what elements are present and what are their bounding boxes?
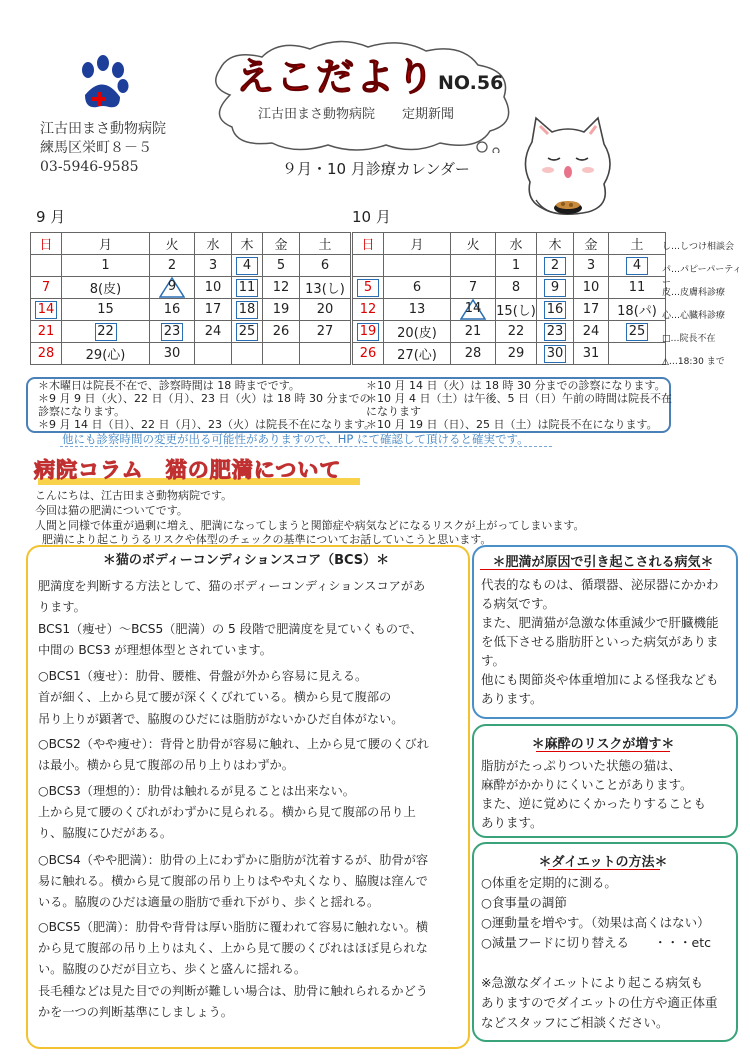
day-label: 2 xyxy=(167,258,177,273)
schedule-warning: 他にも診察時間の変更が出る可能性がありますので、HP にて確認して頂けると確実です。 xyxy=(62,432,529,446)
bcs-line: 中間の BCS3 が理想体型とされています。 xyxy=(38,643,272,657)
calendar-day xyxy=(537,299,574,321)
triangle-mark-icon xyxy=(159,279,185,297)
calendar-day xyxy=(384,321,451,343)
calendar-day xyxy=(609,255,666,277)
calendar-day xyxy=(195,255,232,277)
calendar-day xyxy=(496,277,537,299)
calendar-day xyxy=(353,255,384,277)
calendar-day xyxy=(300,321,351,343)
legend-item: 心…心臓科診療 xyxy=(662,311,726,321)
september-calendar xyxy=(30,232,351,365)
day-label: 26 xyxy=(359,346,377,361)
calendar-title: ９月・10 月診療カレンダー xyxy=(282,160,470,178)
calendar-day xyxy=(451,321,496,343)
calendar-day xyxy=(496,321,537,343)
day-label: 30 xyxy=(544,345,566,363)
calendar-day xyxy=(300,299,351,321)
calendar-day xyxy=(451,277,496,299)
diet-line: などスタッフにご相談ください。 xyxy=(481,1015,669,1030)
bcs-line: かを一つの判断基準にしましょう。 xyxy=(38,1005,233,1019)
bcs-line: ります。 xyxy=(38,600,86,614)
calendar-day xyxy=(195,343,232,365)
legend-item: □…院長不在 xyxy=(662,334,716,344)
bcs-line: ○BCS4（やや肥満）：肋骨の上にわずかに脂肪が沈着するが、肋骨が容 xyxy=(38,853,429,867)
triangle-mark-icon xyxy=(460,301,486,319)
diet-title-underline xyxy=(548,869,660,870)
day-label: 12 xyxy=(359,302,377,317)
calendar-day xyxy=(451,255,496,277)
calendar-day xyxy=(384,277,451,299)
bcs-line: 首が細く、上から見て腰が深くくびれている。横から見て腹部の xyxy=(38,690,392,704)
calendar-day xyxy=(31,299,62,321)
anesthesia-title-underline xyxy=(536,751,670,752)
calendar-day xyxy=(232,277,263,299)
day-label: 24 xyxy=(582,324,600,339)
clinic-info xyxy=(40,120,166,177)
calendar-day xyxy=(537,343,574,365)
calendar-day xyxy=(353,343,384,365)
intro-line: 今回は猫の肥満についてです。 xyxy=(35,504,188,517)
calendar-day xyxy=(263,255,300,277)
bcs-title: ＊猫のボディーコンディションスコア（BCS）＊ xyxy=(102,553,390,568)
weekday-header: 火 xyxy=(451,233,496,255)
calendar-day xyxy=(31,321,62,343)
calendar-day xyxy=(496,343,537,365)
day-label: 10 xyxy=(582,280,600,295)
day-label: 16 xyxy=(544,301,566,319)
day-label: 24 xyxy=(204,324,222,339)
note-line: ＊9 月 14 日（日）、22 日（月）、23（火）は院長不在になります。 xyxy=(38,418,376,431)
day-label: 22 xyxy=(95,323,117,341)
weekday-header: 土 xyxy=(609,233,666,255)
day-label: 3 xyxy=(586,258,596,273)
calendar-day xyxy=(609,277,666,299)
september-label: 9 月 xyxy=(36,208,66,226)
paw-logo-icon xyxy=(75,55,133,117)
calendar-day xyxy=(263,321,300,343)
note-line: ＊10 月 4 日（土）は午後、5 日（日）午前の時間は院長不在 xyxy=(366,392,672,405)
calendar-day xyxy=(195,321,232,343)
calendar-day xyxy=(195,299,232,321)
legend-item: 皮…皮膚科診療 xyxy=(662,288,726,298)
diet-line: ※急激なダイエットにより起こる病気も xyxy=(481,975,703,990)
calendar-day xyxy=(263,343,300,365)
calendar-day xyxy=(232,343,263,365)
calendar-day xyxy=(263,277,300,299)
weekday-header: 日 xyxy=(31,233,62,255)
day-label: 29(心) xyxy=(85,348,126,363)
calendar-day xyxy=(263,299,300,321)
october-label: 10 月 xyxy=(352,208,391,226)
disease-line: 他にも関節炎や体重増加による怪我なども xyxy=(481,672,719,687)
note-line: ＊10 月 19 日（日）、25 日（土）は院長不在になります。 xyxy=(366,418,658,431)
weekday-header: 日 xyxy=(353,233,384,255)
calendar-day xyxy=(31,255,62,277)
day-label: 13(し) xyxy=(305,282,345,297)
calendar-day xyxy=(232,299,263,321)
calendar-day xyxy=(353,277,384,299)
note-line: 診察になります。 xyxy=(38,405,126,418)
day-label: 2 xyxy=(544,257,566,275)
day-label: 8(皮) xyxy=(89,282,122,297)
warning-underline xyxy=(60,446,552,447)
diet-line: ○食事量の調節 xyxy=(481,895,567,910)
calendar-day xyxy=(574,321,609,343)
calendar-day xyxy=(353,299,384,321)
clinic-name: 江古田まさ動物病院 xyxy=(40,121,166,137)
diet-line: ○体重を定期的に測る。 xyxy=(481,875,617,890)
day-label: 7 xyxy=(468,280,478,295)
calendar-day xyxy=(496,299,537,321)
note-line: ＊木曜日は院長不在で、診察時間は 18 時までです。 xyxy=(38,379,300,392)
calendar-day xyxy=(496,255,537,277)
anesthesia-line: あります。 xyxy=(481,815,543,830)
weekday-header: 火 xyxy=(150,233,195,255)
calendar-day xyxy=(150,255,195,277)
day-label: 18(パ) xyxy=(617,304,657,319)
note-line: ＊9 月 9 日（火）、22 日（月）、23 日（火）は 18 時 30 分までの xyxy=(38,392,371,405)
weekday-header: 水 xyxy=(496,233,537,255)
anesthesia-line: 脂肪がたっぷりついた状態の猫は、 xyxy=(481,758,682,773)
calendar-day xyxy=(62,321,150,343)
calendar-day xyxy=(150,321,195,343)
calendar-day xyxy=(609,343,666,365)
day-label: 19 xyxy=(357,323,379,341)
weekday-header: 金 xyxy=(574,233,609,255)
legend-item: し…しつけ相談会 xyxy=(662,242,735,252)
newsletter-title: えこだより xyxy=(236,55,437,99)
cat-illustration-icon xyxy=(518,108,618,218)
calendar-day xyxy=(609,321,666,343)
day-label: 6 xyxy=(412,280,422,295)
bcs-line: ○BCS5（肥満）：肋骨や背骨は厚い脂肪に覆われて容易に触れない。横 xyxy=(38,920,429,934)
calendar-day xyxy=(300,343,351,365)
calendar-day xyxy=(574,299,609,321)
calendar-day xyxy=(62,299,150,321)
hospital-name-subtitle: 江古田まさ動物病院 xyxy=(258,107,376,122)
day-label: 1 xyxy=(511,258,521,273)
calendar-day xyxy=(150,277,195,299)
anesthesia-line: また、逆に覚めにくかったりすることも xyxy=(481,796,707,811)
calendar-day xyxy=(31,277,62,299)
bcs-line: い。脇腹のひだが目立ち、歩くと盛んに揺れる。 xyxy=(38,962,307,976)
bcs-line: BCS1（痩せ）～BCS5（肥満）の 5 段階で肥満度を見ていくもので、 xyxy=(38,622,423,636)
disease-line: また、肥満猫が急激な体重減少で肝臓機能 xyxy=(481,615,719,630)
day-label: 6 xyxy=(320,258,330,273)
bcs-line: 長毛種などは見た目での判断が難しい場合は、肋骨に触れられるかどう xyxy=(38,984,428,998)
bcs-line: いる。脇腹のひだは適量の脂肪で垂れ下がり、歩くと揺れる。 xyxy=(38,895,380,909)
note-line: ＊10 月 14 日（火）は 18 時 30 分までの診察になります。 xyxy=(366,379,666,392)
calendar-day xyxy=(150,343,195,365)
day-label: 21 xyxy=(464,324,482,339)
day-label: 4 xyxy=(236,257,258,275)
calendar-day xyxy=(232,321,263,343)
calendar-day xyxy=(537,321,574,343)
day-label: 14 xyxy=(464,300,482,316)
day-label: 20 xyxy=(316,302,334,317)
calendar-day xyxy=(300,255,351,277)
bcs-line: 上から見て腰のくびれがわずかに見られる。横から見て腹部の吊り上 xyxy=(38,805,416,819)
column-heading: 病院コラム 猫の肥満について xyxy=(34,458,342,482)
day-label: 9 xyxy=(167,278,177,294)
day-label: 21 xyxy=(37,324,55,339)
diet-line: ○運動量を増やす。（効果は高くはない） xyxy=(481,915,710,930)
calendar-day xyxy=(300,277,351,299)
day-label: 12 xyxy=(272,280,290,295)
calendar-day xyxy=(384,299,451,321)
intro-line: こんにちは、江古田まさ動物病院です。 xyxy=(35,489,233,502)
calendar-day xyxy=(451,343,496,365)
day-label: 28 xyxy=(464,346,482,361)
intro-line: 人間と同様で体重が過剰に増え、肥満になってしまうと関節症や病気などになるリスクが上がってしまいます。 xyxy=(35,519,585,532)
bcs-line: は最小。横から見て腹部の吊り上りはわずか。 xyxy=(38,758,294,772)
disease-title: ＊肥満が原因で引き起こされる病気＊ xyxy=(492,555,714,570)
day-label: 28 xyxy=(37,346,55,361)
day-label: 11 xyxy=(628,280,646,295)
day-label: 14 xyxy=(35,301,57,319)
day-label: 11 xyxy=(236,279,258,297)
day-label: 15(し) xyxy=(496,304,536,319)
day-label: 27(心) xyxy=(397,348,437,363)
calendar-day xyxy=(537,255,574,277)
bcs-line: から見て腹部の吊り上りは丸く、上から見て腰のくびれはほぼ見られな xyxy=(38,941,428,955)
disease-title-underline xyxy=(480,569,710,570)
day-label: 5 xyxy=(276,258,286,273)
day-label: 7 xyxy=(41,280,51,295)
day-label: 25 xyxy=(626,323,648,341)
day-label: 19 xyxy=(272,302,290,317)
day-label: 23 xyxy=(161,323,183,341)
calendar-day xyxy=(150,299,195,321)
bcs-line: 肥満度を判断する方法として、猫のボディーコンディションスコアがあ xyxy=(38,579,426,593)
clinic-address: 練馬区栄町８－５ xyxy=(40,140,152,156)
diet-line: ○減量フードに切り替える ・・・etc xyxy=(481,935,711,950)
day-label: 27 xyxy=(316,324,334,339)
day-label: 26 xyxy=(272,324,290,339)
bcs-line: 吊り上りが顕著で、脇腹のひだには脂肪がないかひだ自体がない。 xyxy=(38,712,404,726)
notes-left xyxy=(38,379,375,431)
calendar-day xyxy=(574,255,609,277)
day-label: 16 xyxy=(163,302,181,317)
bcs-line: り、脇腹にひだがある。 xyxy=(38,826,173,840)
day-label: 4 xyxy=(626,257,648,275)
day-label: 23 xyxy=(544,323,566,341)
calendar-day xyxy=(537,277,574,299)
weekday-header: 月 xyxy=(62,233,150,255)
day-label: 9 xyxy=(544,279,566,297)
notes-right xyxy=(366,379,672,431)
weekday-header: 水 xyxy=(195,233,232,255)
day-label: 29 xyxy=(507,346,525,361)
calendar-day xyxy=(609,299,666,321)
calendar-day xyxy=(31,343,62,365)
day-label: 5 xyxy=(357,279,379,297)
intro-line: 肥満により起こりうるリスクや体型のチェックの基準についてお話していこうと思います。 xyxy=(42,533,492,546)
day-label: 22 xyxy=(507,324,525,339)
disease-line: を低下させる脂肪肝といった病気がありま xyxy=(481,634,719,649)
calendar-day xyxy=(62,255,150,277)
day-label: 15 xyxy=(97,302,114,317)
day-label: 30 xyxy=(163,346,181,361)
bcs-line: ○BCS3（理想的）：肋骨は触れるが見ることは出来ない。 xyxy=(38,784,355,798)
bcs-line: ○BCS1（痩せ）：肋骨、腰椎、骨盤が外から容易に見える。 xyxy=(38,669,368,683)
calendar-day xyxy=(384,343,451,365)
weekday-header: 木 xyxy=(537,233,574,255)
legend-item: △…18:30 まで xyxy=(662,357,725,367)
weekday-header: 土 xyxy=(300,233,351,255)
calendar-day xyxy=(62,277,150,299)
calendar-day xyxy=(574,343,609,365)
day-label: 17 xyxy=(204,302,222,317)
disease-line: 代表的なものは、循環器、泌尿器にかかわ xyxy=(481,577,719,592)
disease-line: あります。 xyxy=(481,691,543,706)
day-label: 10 xyxy=(204,280,222,295)
calendar-day xyxy=(195,277,232,299)
day-label: 8 xyxy=(511,280,521,295)
calendar-day xyxy=(232,255,263,277)
diet-title: ＊ダイエットの方法＊ xyxy=(538,855,668,870)
publication-type: 定期新聞 xyxy=(402,107,455,122)
day-label: 25 xyxy=(236,323,258,341)
legend-item: パ…パピーパーティー xyxy=(662,265,742,288)
day-label: 1 xyxy=(101,258,110,273)
weekday-header: 月 xyxy=(384,233,451,255)
calendar-day xyxy=(62,343,150,365)
bcs-line: 易に触れる。横から見て腹部の吊り上りはやや丸くなり、脇腹は窪んで xyxy=(38,874,428,888)
calendar-day xyxy=(353,321,384,343)
diet-line: ありますのでダイエットの仕方や適正体重 xyxy=(481,995,718,1010)
day-label: 31 xyxy=(582,346,600,361)
calendar-day xyxy=(451,299,496,321)
day-label: 17 xyxy=(582,302,600,317)
calendar-day xyxy=(384,255,451,277)
anesthesia-line: 麻酔がかかりにくいことがあります。 xyxy=(481,777,693,792)
day-label: 18 xyxy=(236,301,258,319)
weekday-header: 金 xyxy=(263,233,300,255)
day-label: 3 xyxy=(208,258,218,273)
calendar-day xyxy=(574,277,609,299)
bcs-line: ○BCS2（やや痩せ）：背骨と肋骨が容易に触れ、上から見て腰のくびれ xyxy=(38,737,429,751)
disease-line: る病気です。 xyxy=(481,596,556,611)
note-line: になります xyxy=(366,405,421,418)
clinic-phone: 03-5946-9585 xyxy=(40,159,139,175)
day-label: 13 xyxy=(408,302,426,317)
issue-number: NO.56 xyxy=(438,72,504,94)
october-calendar xyxy=(352,232,666,365)
weekday-header: 木 xyxy=(232,233,263,255)
anesthesia-title: ＊麻酔のリスクが増す＊ xyxy=(531,737,675,752)
disease-line: す。 xyxy=(481,653,506,668)
day-label: 20(皮) xyxy=(397,326,437,341)
